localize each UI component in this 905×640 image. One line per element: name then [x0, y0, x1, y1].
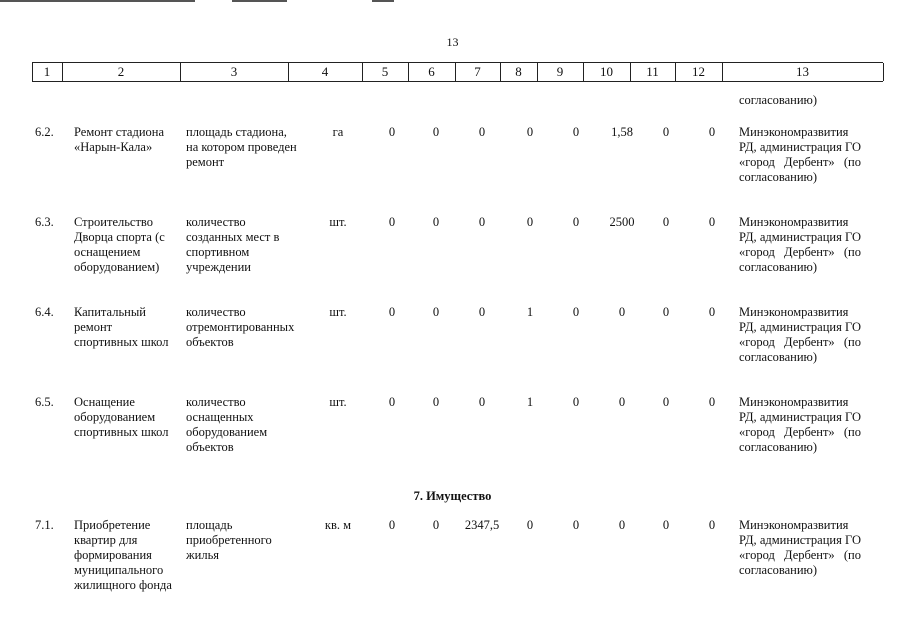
header-cell: 11: [646, 64, 659, 79]
responsible-executor: Минэкономразвития РД, администрация ГО «город Дербент» (по согласованию): [739, 305, 861, 364]
value-cell: 0: [572, 125, 580, 139]
unit-of-measure: шт.: [329, 395, 347, 409]
header-column-divider: [883, 63, 884, 81]
value-cell: 0: [478, 395, 486, 409]
value-cell: 0: [432, 305, 440, 319]
row-number: 6.3.: [35, 215, 54, 229]
responsible-executor: Минэкономразвития РД, администрация ГО «город Дербент» (по согласованию): [739, 518, 861, 577]
page-number: 13: [446, 35, 459, 49]
header-cell: 8: [515, 64, 522, 79]
value-cell: 0: [388, 518, 396, 532]
value-cell: 0: [478, 125, 486, 139]
value-cell: 0: [432, 518, 440, 532]
value-cell: 0: [526, 125, 534, 139]
header-cell: 1: [43, 64, 51, 79]
value-cell: 0: [618, 305, 626, 319]
header-cell: 7: [474, 64, 481, 79]
value-cell: 0: [432, 395, 440, 409]
measure-name: Оснащение оборудованием спортивных школ: [74, 395, 169, 439]
value-cell: 0: [432, 125, 440, 139]
carryover-text: согласованию): [739, 93, 818, 107]
header-cell: 13: [796, 64, 809, 79]
value-cell: 0: [388, 125, 396, 139]
value-cell: 0: [388, 215, 396, 229]
value-cell: 2347,5: [464, 518, 500, 532]
value-cell: 1,58: [611, 125, 633, 139]
row-number: 6.2.: [35, 125, 54, 139]
value-cell: 0: [572, 215, 580, 229]
value-cell: 0: [526, 215, 534, 229]
unit-of-measure: шт.: [329, 305, 347, 319]
scan-edge-line: [232, 0, 287, 2]
header-cell: 6: [428, 64, 435, 79]
value-cell: 0: [662, 395, 670, 409]
value-cell: 0: [388, 305, 396, 319]
header-cell: 9: [556, 64, 564, 79]
responsible-executor: Минэкономразвития РД, администрация ГО «город Дербент» (по согласованию): [739, 395, 861, 454]
indicator-name: площадь стадиона, на котором проведен ремонт: [186, 125, 297, 169]
indicator-name: количество созданных мест в спортивном учреждении: [186, 215, 280, 274]
measure-name: Капитальный ремонт спортивных школ: [74, 305, 169, 349]
value-cell: 0: [478, 305, 486, 319]
indicator-name: количество отремонтированных объектов: [186, 305, 295, 349]
value-cell: 0: [388, 395, 396, 409]
header-cell: 5: [381, 64, 389, 79]
value-cell: 0: [572, 395, 580, 409]
value-cell: 0: [708, 215, 716, 229]
header-cell: 2: [117, 64, 125, 79]
value-cell: 2500: [609, 215, 635, 229]
measure-name: Строительство Дворца спорта (с оснащением оборудованием): [74, 215, 165, 274]
value-cell: 0: [526, 518, 534, 532]
measure-name: Приобретение квартир для формирования муниципального жилищного фонда: [74, 518, 172, 592]
indicator-name: площадь приобретенного жилья: [186, 518, 272, 562]
unit-of-measure: кв. м: [324, 518, 352, 532]
scan-edge-line: [0, 0, 195, 2]
value-cell: 0: [662, 305, 670, 319]
value-cell: 0: [708, 395, 716, 409]
value-cell: 0: [572, 518, 580, 532]
unit-of-measure: га: [332, 125, 344, 139]
value-cell: 0: [618, 395, 626, 409]
value-cell: 0: [708, 518, 716, 532]
value-cell: 1: [526, 395, 534, 409]
value-cell: 0: [662, 215, 670, 229]
scan-edge-line: [372, 0, 394, 2]
value-cell: 1: [526, 305, 534, 319]
value-cell: 0: [478, 215, 486, 229]
responsible-executor: Минэкономразвития РД, администрация ГО «город Дербент» (по согласованию): [739, 125, 861, 184]
header-bottom-rule: [32, 81, 883, 82]
measure-name: Ремонт стадиона «Нарын-Кала»: [74, 125, 165, 154]
value-cell: 0: [432, 215, 440, 229]
value-cell: 0: [662, 518, 670, 532]
header-cell: 4: [321, 64, 329, 79]
row-number: 7.1.: [35, 518, 54, 532]
unit-of-measure: шт.: [329, 215, 347, 229]
value-cell: 0: [572, 305, 580, 319]
value-cell: 0: [708, 125, 716, 139]
row-number: 6.4.: [35, 305, 54, 319]
value-cell: 0: [708, 305, 716, 319]
value-cell: 0: [618, 518, 626, 532]
row-number: 6.5.: [35, 395, 54, 409]
value-cell: 0: [662, 125, 670, 139]
section-title: 7. Имущество: [413, 489, 492, 503]
header-cell: 12: [692, 64, 705, 79]
indicator-name: количество оснащенных оборудованием объектов: [186, 395, 268, 454]
header-cell: 3: [230, 64, 238, 79]
responsible-executor: Минэкономразвития РД, администрация ГО «город Дербент» (по согласованию): [739, 215, 861, 274]
header-cell: 10: [600, 64, 613, 79]
